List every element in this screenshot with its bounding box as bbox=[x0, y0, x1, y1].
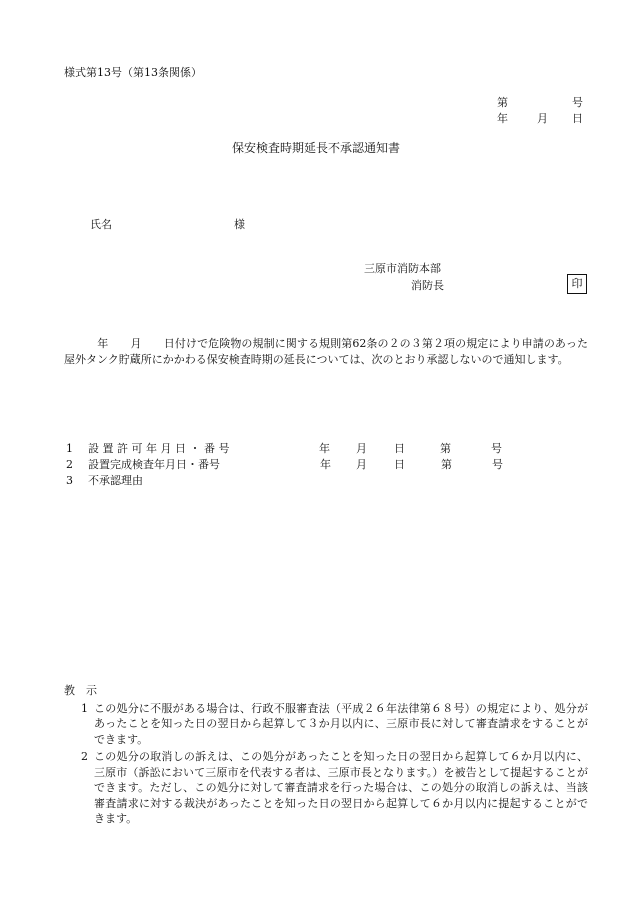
document-title: 保安検査時期延長不承認通知書 bbox=[232, 141, 401, 155]
item-1-tsuki: 月 bbox=[356, 442, 367, 455]
notice-item-text: この処分に不服がある場合は、行政不服審査法（平成２６年法律第６８号）の規定により、処分があったことを知った日の翌日から起算して３か月以内に、三原市長に対して審査請求をすることができます。 bbox=[94, 701, 588, 746]
doc-number-dai: 第 bbox=[497, 96, 508, 109]
notice-item-number: 1 bbox=[81, 701, 88, 715]
item-3-label: 不承認理由 bbox=[88, 474, 143, 487]
notice-section bbox=[64, 683, 588, 827]
item-2-dai: 第 bbox=[441, 458, 452, 471]
item-1-gou: 号 bbox=[491, 442, 502, 455]
notice-item-number: 2 bbox=[81, 750, 88, 763]
recipient-honorific: 様 bbox=[234, 218, 245, 231]
recipient-name-label: 氏名 bbox=[90, 218, 112, 231]
item-2-hi: 日 bbox=[394, 458, 405, 471]
item-2-gou: 号 bbox=[492, 458, 503, 471]
item-1-dai: 第 bbox=[440, 442, 451, 455]
item-2-label: 設置完成検査年月日・番号 bbox=[88, 458, 220, 471]
doc-number-gou: 号 bbox=[572, 96, 583, 109]
item-2-number: 2 bbox=[66, 458, 73, 471]
notice-item-text: この処分の取消しの訴えは、この処分があったことを知った日の翌日から起算して６か月以内に、三原市（訴訟において三原市を代表する者は、三原市長となります。）を被告として提起することができます。ただし、この処分に対して審査請求を行った場合は、この処分の取消しの訴えは、当該審査請求に対する裁決があったことを知った日の翌日から起算して６か月以内に提起することができます。 bbox=[94, 750, 588, 825]
issuer-position: 消防長 bbox=[411, 279, 444, 292]
item-2-nen: 年 bbox=[320, 458, 331, 471]
doc-date-tsuki: 月 bbox=[537, 112, 548, 125]
notice-item bbox=[64, 749, 588, 827]
body-paragraph: 年 月 日付けで危険物の規制に関する規則第62条の２の３第２項の規定により申請のあった屋外タンク貯蔵所にかかわる保安検査時期の延長については、次のとおり承認しないので通知します。 bbox=[64, 337, 588, 366]
doc-date-nen: 年 bbox=[497, 112, 508, 125]
doc-date-hi: 日 bbox=[572, 112, 583, 125]
seal-box: 印 bbox=[567, 274, 587, 294]
item-1-number: 1 bbox=[66, 442, 73, 455]
item-1-label: 設 置 許 可 年 月 日 ・ 番 号 bbox=[88, 442, 230, 455]
notice-item bbox=[64, 701, 588, 748]
issuer-org: 三原市消防本部 bbox=[364, 262, 441, 275]
item-3-number: 3 bbox=[66, 474, 73, 487]
item-1-nen: 年 bbox=[319, 442, 330, 455]
item-2-tsuki: 月 bbox=[356, 458, 367, 471]
form-label: 様式第13号（第13条関係） bbox=[64, 66, 202, 79]
item-1-hi: 日 bbox=[394, 442, 405, 455]
notice-heading: 教 示 bbox=[64, 684, 97, 697]
